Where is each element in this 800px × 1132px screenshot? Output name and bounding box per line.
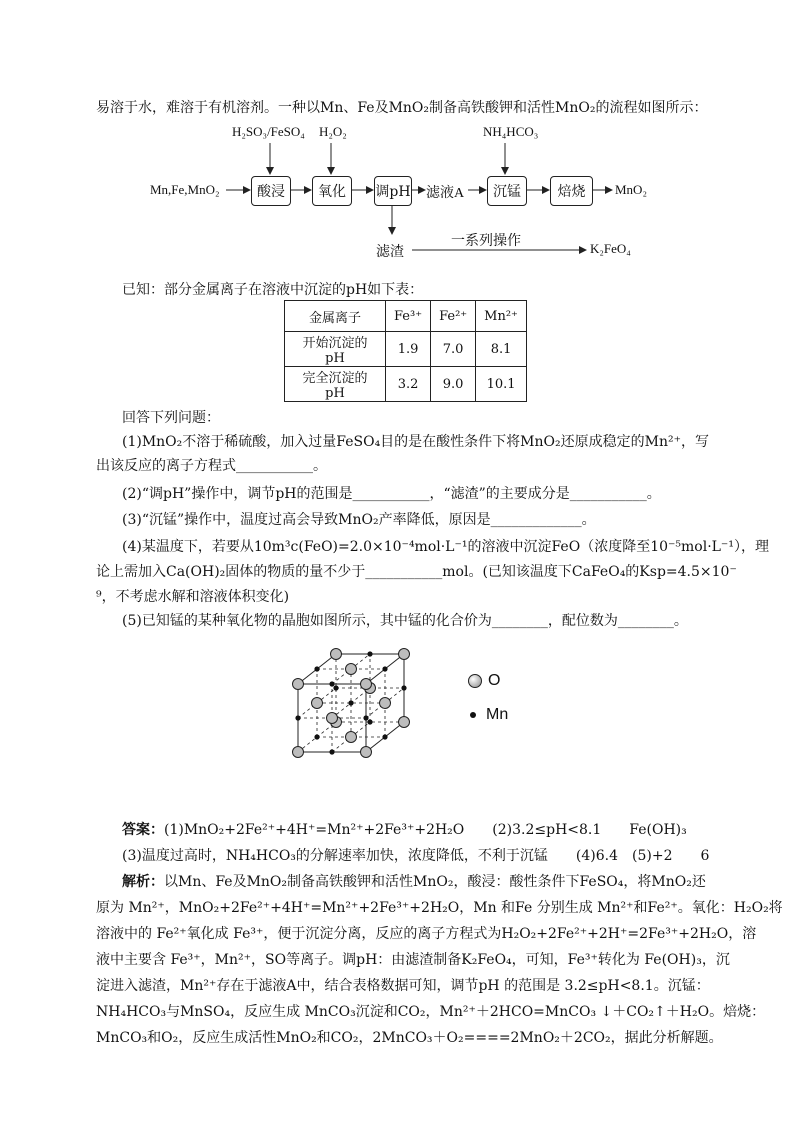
legend-mn bbox=[470, 706, 508, 724]
table-cell: 8.1 bbox=[476, 332, 527, 367]
flow-filtrate-a: 滤液A bbox=[426, 186, 465, 201]
crystal-unit-cell bbox=[0, 640, 800, 770]
analysis-line-4: 液中主要含 Fe³⁺，Mn²⁺，SO等离子。调pH：由滤渣制备K₂FeO₄，可知，Fe³⁺转化为 Fe(OH)₃，沉 bbox=[96, 952, 730, 968]
flow-step-acid-leach: 酸浸 bbox=[251, 176, 291, 206]
table-cell: 9.0 bbox=[431, 367, 476, 402]
manganese-atom bbox=[295, 715, 300, 720]
table-cell: 7.0 bbox=[431, 332, 476, 367]
answer-line-1 bbox=[122, 820, 687, 840]
answer-text-1: (1)MnO₂+2Fe²⁺+4H⁺=Mn²⁺+2Fe³⁺+2H₂O (2)3.2≤pH<8.1 Fe(OH)₃ bbox=[164, 822, 687, 838]
analysis-line-2: 原为 Mn²⁺，MnO₂+2Fe²⁺+4H⁺=Mn²⁺+2Fe³⁺+2H₂O，Mn 和Fe 分别生成 Mn²⁺和Fe²⁺。氧化：H₂O₂将 bbox=[96, 900, 783, 916]
manganese-atom bbox=[333, 685, 338, 690]
intro-text: 易溶于水，难溶于有机溶剂。一种以Mn、Fe及MnO₂制备高铁酸钾和活性MnO₂的流程如图所示： bbox=[96, 100, 708, 116]
manganese-atom bbox=[314, 734, 319, 739]
flow-step-oxidation: 氧化 bbox=[312, 176, 352, 206]
oxygen-atom bbox=[399, 717, 410, 728]
manganese-atom bbox=[401, 685, 406, 690]
manganese-atom bbox=[329, 749, 334, 754]
manganese-atom bbox=[367, 651, 372, 656]
manganese-atom-icon bbox=[470, 712, 476, 718]
table-row bbox=[285, 367, 527, 402]
manganese-atom bbox=[382, 666, 387, 671]
manganese-atom bbox=[348, 700, 353, 705]
analysis-label: 解析： bbox=[122, 874, 164, 890]
manganese-atom bbox=[329, 681, 334, 686]
table-header-cell: 金属离子 bbox=[285, 301, 386, 332]
ion-ph-table bbox=[284, 300, 527, 402]
analysis-line-3: 溶液中的 Fe²⁺氧化成 Fe³⁺，便于沉淀分离，反应的离子方程式为H₂O₂+2Fe²⁺+2H⁺=2Fe³⁺+2H₂O，溶 bbox=[96, 926, 757, 942]
flow-step-roasting: 焙烧 bbox=[550, 176, 593, 206]
flow-product-k2feo4: K₂FeO₄ bbox=[590, 241, 631, 256]
reagent-h2o2: H₂O₂ bbox=[319, 124, 347, 139]
oxygen-atom bbox=[380, 698, 391, 709]
question-2: (2)“调pH”操作中，调节pH的范围是___________，“滤渣”的主要成分是___________。 bbox=[122, 486, 661, 502]
questions-prompt: 回答下列问题： bbox=[122, 410, 220, 426]
answer-line-2: (3)温度过高时，NH₄HCO₃的分解速率加快，浓度降低，不利于沉锰 (4)6.4 (5)+2 6 bbox=[122, 848, 710, 864]
oxygen-atom bbox=[327, 713, 338, 724]
analysis-line-6: NH₄HCO₃与MnSO₄，反应生成 MnCO₃沉淀和CO₂，Mn²⁺＋2HCO=MnCO₃ ↓＋CO₂↑＋H₂O。焙烧： bbox=[96, 1004, 766, 1020]
question-4-line-2: 论上需加入Ca(OH)₂固体的物质的量不少于___________mol。(已知该温度下CaFeO₄的Ksp=4.5×10⁻ bbox=[96, 564, 737, 580]
question-1-line-1: (1)MnO₂不溶于稀硫酸，加入过量FeSO₄目的是在酸性条件下将MnO₂还原成稳定的Mn²⁺，写 bbox=[122, 434, 709, 450]
question-5: (5)已知锰的某种氧化物的晶胞如图所示，其中锰的化合价为________，配位数为________。 bbox=[122, 613, 688, 629]
table-header-cell: Mn²⁺ bbox=[476, 301, 527, 332]
oxygen-atom bbox=[399, 649, 410, 660]
table-cell: 1.9 bbox=[386, 332, 431, 367]
question-4-line-3: ⁹，不考虑水解和溶液体积变化) bbox=[96, 589, 290, 605]
analysis-line-1 bbox=[122, 872, 706, 892]
table-header-cell: Fe²⁺ bbox=[431, 301, 476, 332]
table-header-cell: Fe³⁺ bbox=[386, 301, 431, 332]
oxygen-atom bbox=[361, 679, 372, 690]
question-3: (3)“沉锰”操作中，温度过高会导致MnO₂产率降低，原因是_____________。 bbox=[122, 512, 596, 528]
reagent-nh4hco3: NH₄HCO₃ bbox=[483, 124, 539, 139]
reagent-h2so3-feso4: H₂SO₃/FeSO₄ bbox=[232, 124, 305, 139]
flow-arrows bbox=[0, 0, 800, 270]
question-1-line-2: 出该反应的离子方程式___________。 bbox=[96, 458, 327, 474]
oxygen-atom bbox=[346, 732, 357, 743]
known-statement: 已知：部分金属离子在溶液中沉淀的pH如下表： bbox=[122, 282, 424, 298]
oxygen-atom bbox=[361, 747, 372, 758]
manganese-atom bbox=[367, 719, 372, 724]
table-header-row bbox=[285, 301, 527, 332]
manganese-atom bbox=[363, 715, 368, 720]
table-row bbox=[285, 332, 527, 367]
oxygen-atom bbox=[346, 664, 357, 675]
legend-o bbox=[468, 672, 500, 690]
oxygen-atom bbox=[312, 698, 323, 709]
analysis-line-5: 淀进入滤渣，Mn²⁺存在于滤液A中，结合表格数据可知，调节pH 的范围是 3.2≤pH<8.1。沉锰： bbox=[96, 978, 710, 994]
flow-start-material: Mn,Fe,MnO₂ bbox=[150, 182, 220, 197]
oxygen-atom bbox=[293, 679, 304, 690]
manganese-atom bbox=[314, 666, 319, 671]
answer-label: 答案： bbox=[122, 822, 164, 838]
flow-product-mno2: MnO₂ bbox=[615, 182, 647, 197]
analysis-text-1: 以Mn、Fe及MnO₂制备高铁酸钾和活性MnO₂，酸浸：酸性条件下FeSO₄，将MnO₂还 bbox=[164, 874, 706, 890]
table-cell: 开始沉淀的pH bbox=[285, 332, 386, 367]
analysis-line-7: MnCO₃和O₂，反应生成活性MnO₂和CO₂，2MnCO₃＋O₂====2MnO₂＋2CO₂，据此分析解题。 bbox=[96, 1030, 723, 1046]
flow-residue: 滤渣 bbox=[376, 245, 404, 260]
legend-o-label: O bbox=[488, 672, 501, 689]
flow-step-adjust-ph: 调pH bbox=[374, 176, 412, 206]
oxygen-atom bbox=[293, 747, 304, 758]
oxygen-atom-icon bbox=[468, 674, 482, 688]
table-cell: 10.1 bbox=[476, 367, 527, 402]
oxygen-atom bbox=[331, 649, 342, 660]
flow-series-operations: 一系列操作 bbox=[451, 234, 521, 249]
flow-step-mn-precipitation: 沉锰 bbox=[487, 176, 527, 206]
question-4-line-1: (4)某温度下，若要从10m³c(FeO)=2.0×10⁻⁴mol·L⁻¹的溶液中沉淀FeO（浓度降至10⁻⁵mol·L⁻¹），理 bbox=[122, 539, 769, 555]
legend-mn-label: Mn bbox=[486, 706, 509, 723]
manganese-atom bbox=[382, 734, 387, 739]
table-cell: 完全沉淀的pH bbox=[285, 367, 386, 402]
table-cell: 3.2 bbox=[386, 367, 431, 402]
